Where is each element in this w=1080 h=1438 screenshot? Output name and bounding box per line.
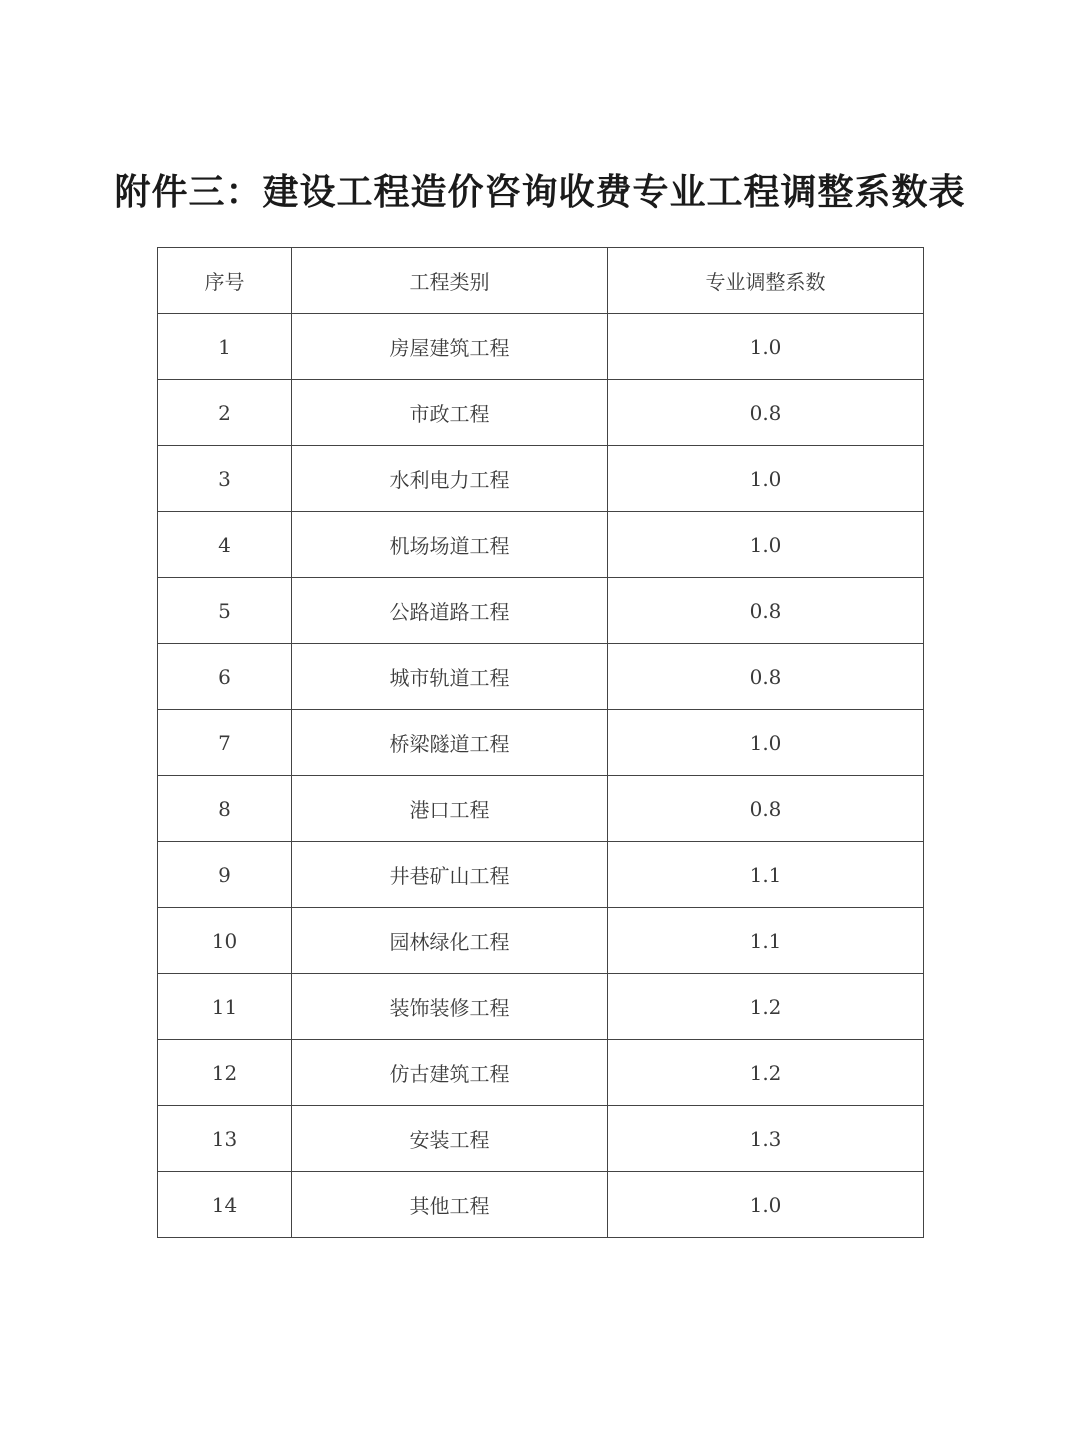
cell-no: 1 xyxy=(158,314,292,380)
header-category: 工程类别 xyxy=(292,248,608,314)
cell-coefficient: 1.2 xyxy=(608,974,924,1040)
table-row xyxy=(158,776,924,842)
cell-category: 园林绿化工程 xyxy=(292,908,608,974)
cell-no: 14 xyxy=(158,1172,292,1238)
table-row xyxy=(158,644,924,710)
cell-no: 5 xyxy=(158,578,292,644)
table-row xyxy=(158,314,924,380)
cell-no: 11 xyxy=(158,974,292,1040)
table-header-row xyxy=(158,248,924,314)
table-row xyxy=(158,1172,924,1238)
document-title: 附件三：建设工程造价咨询收费专业工程调整系数表 xyxy=(114,172,966,213)
table-row xyxy=(158,1106,924,1172)
cell-coefficient: 1.0 xyxy=(608,314,924,380)
table-row xyxy=(158,380,924,446)
cell-category: 港口工程 xyxy=(292,776,608,842)
cell-coefficient: 1.1 xyxy=(608,908,924,974)
cell-coefficient: 0.8 xyxy=(608,644,924,710)
cell-category: 安装工程 xyxy=(292,1106,608,1172)
cell-no: 3 xyxy=(158,446,292,512)
cell-category: 机场场道工程 xyxy=(292,512,608,578)
table-row xyxy=(158,908,924,974)
header-coefficient: 专业调整系数 xyxy=(608,248,924,314)
cell-no: 9 xyxy=(158,842,292,908)
cell-category: 其他工程 xyxy=(292,1172,608,1238)
table-row xyxy=(158,578,924,644)
table-row xyxy=(158,710,924,776)
cell-no: 7 xyxy=(158,710,292,776)
coefficient-table xyxy=(157,247,924,1238)
cell-coefficient: 1.0 xyxy=(608,446,924,512)
cell-coefficient: 1.0 xyxy=(608,710,924,776)
cell-category: 市政工程 xyxy=(292,380,608,446)
cell-coefficient: 0.8 xyxy=(608,380,924,446)
cell-no: 6 xyxy=(158,644,292,710)
table-row xyxy=(158,1040,924,1106)
table-row xyxy=(158,974,924,1040)
cell-no: 2 xyxy=(158,380,292,446)
cell-no: 13 xyxy=(158,1106,292,1172)
cell-coefficient: 1.0 xyxy=(608,512,924,578)
cell-coefficient: 0.8 xyxy=(608,776,924,842)
header-no: 序号 xyxy=(158,248,292,314)
cell-category: 仿古建筑工程 xyxy=(292,1040,608,1106)
cell-coefficient: 0.8 xyxy=(608,578,924,644)
table-row xyxy=(158,446,924,512)
cell-category: 公路道路工程 xyxy=(292,578,608,644)
table-body xyxy=(158,314,924,1238)
cell-category: 城市轨道工程 xyxy=(292,644,608,710)
cell-coefficient: 1.1 xyxy=(608,842,924,908)
cell-coefficient: 1.3 xyxy=(608,1106,924,1172)
cell-no: 10 xyxy=(158,908,292,974)
table-row xyxy=(158,842,924,908)
cell-category: 井巷矿山工程 xyxy=(292,842,608,908)
cell-category: 水利电力工程 xyxy=(292,446,608,512)
cell-no: 12 xyxy=(158,1040,292,1106)
cell-no: 4 xyxy=(158,512,292,578)
cell-category: 房屋建筑工程 xyxy=(292,314,608,380)
cell-category: 桥梁隧道工程 xyxy=(292,710,608,776)
cell-category: 装饰装修工程 xyxy=(292,974,608,1040)
cell-coefficient: 1.2 xyxy=(608,1040,924,1106)
table-row xyxy=(158,512,924,578)
cell-coefficient: 1.0 xyxy=(608,1172,924,1238)
cell-no: 8 xyxy=(158,776,292,842)
